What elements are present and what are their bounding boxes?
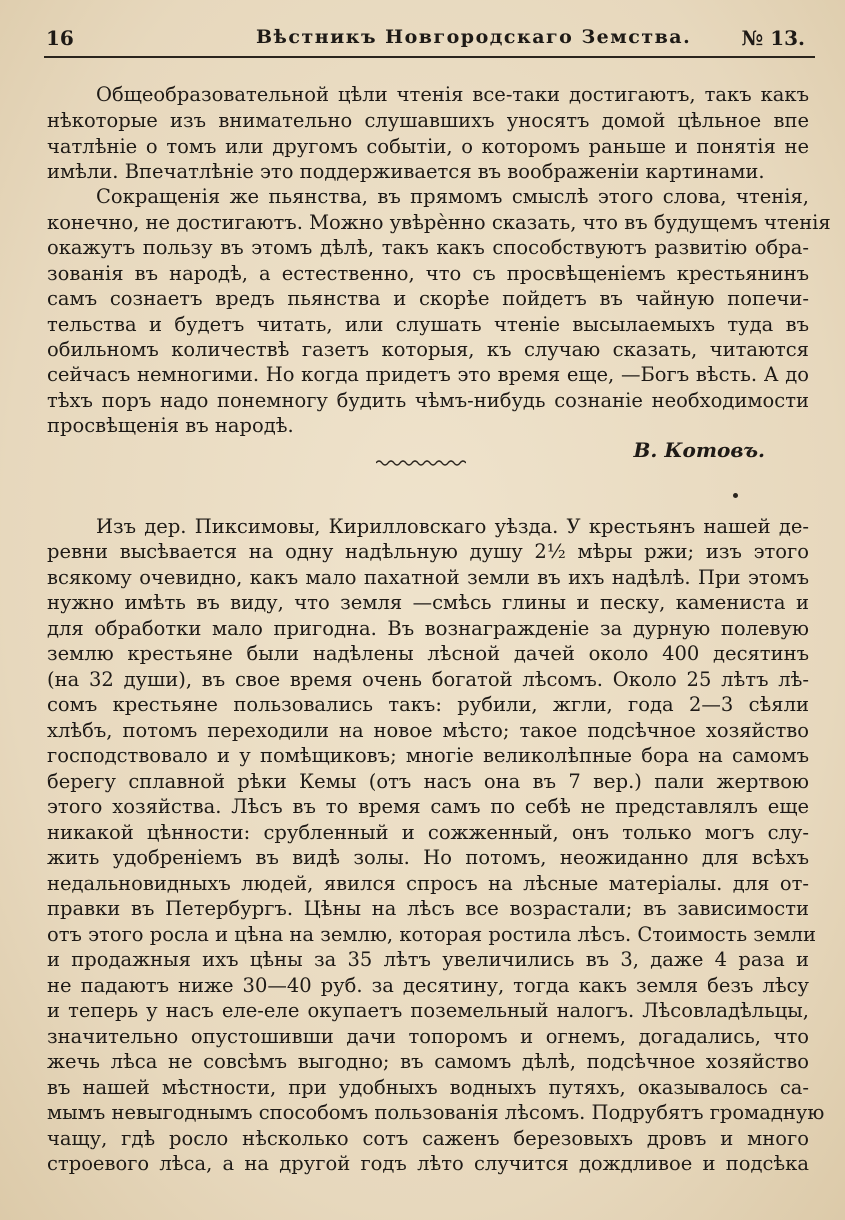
text-line: тѣхъ поръ надо понемногу будить чѣмъ-нибудь сознаніе необходимости	[47, 389, 809, 412]
text-line: нѣкоторые изъ внимательно слушавшихъ уносятъ домой цѣльное впе	[47, 109, 809, 132]
text-line: просвѣщенія въ народѣ.	[47, 414, 294, 437]
text-line: всякому очевидно, какъ мало пахатной земли въ ихъ надѣлѣ. При этомъ	[47, 566, 809, 589]
text-line: чатлѣніе о томъ или другомъ событіи, о которомъ раньше и понятія не	[47, 135, 809, 158]
print-speck	[733, 493, 738, 498]
text-line: конечно, не достигаютъ. Можно увѣрѐнно сказать, что въ будущемъ чтенія	[47, 211, 831, 234]
text-line: отъ этого росла и цѣна на землю, которая ростила лѣсъ. Стоимость земли	[47, 923, 817, 946]
text-line: нужно имѣть въ виду, что земля —смѣсь глины и песку, камениста и	[47, 591, 809, 614]
text-line: тельства и будетъ читать, или слушать чтеніе высылаемыхъ туда въ	[47, 313, 809, 336]
text-line: самъ сознаетъ вредъ пьянства и скорѣе пойдетъ въ чайную попечи-	[47, 287, 809, 310]
wavy-separator	[376, 458, 466, 468]
text-line: землю крестьяне были надѣлены лѣсной дачей около 400 десятинъ	[47, 642, 809, 665]
text-line: мымъ невыгоднымъ способомъ пользованія лѣсомъ. Подрубятъ громадную	[47, 1101, 825, 1124]
text-line: обильномъ количествѣ газетъ которыя, къ случаю сказать, читаются	[47, 338, 809, 361]
running-title: Вѣстникъ Новгородскаго Земства.	[256, 26, 692, 48]
text-line: сомъ крестьяне пользовались такъ: рубили, жгли, года 2—3 сѣяли	[47, 693, 809, 716]
text-line: правки въ Петербургъ. Цѣны на лѣсъ все возрастали; въ зависимости	[47, 897, 809, 920]
text-line: зованія въ народѣ, а естественно, что съ просвѣщеніемъ крестьянинъ	[47, 262, 809, 285]
text-line: Изъ дер. Пиксимовы, Кирилловскаго уѣзда. У крестьянъ нашей де-	[96, 515, 809, 538]
text-line: строевого лѣса, а на другой годъ лѣто случится дождливое и подсѣка	[47, 1152, 809, 1175]
text-line: не падаютъ ниже 30—40 руб. за десятину, тогда какъ земля безъ лѣсу	[47, 974, 809, 997]
text-line: имѣли. Впечатлѣніе это поддерживается въ воображеніи картинами.	[47, 160, 765, 183]
text-line: ревни высѣвается на одну надѣльную душу 2½ мѣры ржи; изъ этого	[47, 540, 809, 563]
text-line: сейчасъ немногими. Но когда придетъ это время еще, —Богъ вѣсть. А до	[47, 363, 809, 386]
text-line: чащу, гдѣ росло нѣсколько сотъ саженъ березовыхъ дровъ и много	[47, 1127, 809, 1150]
text-line: Сокращенія же пьянства, въ прямомъ смыслѣ этого слова, чтенія,	[96, 185, 809, 208]
page-header	[46, 24, 805, 54]
text-line: жить удобреніемъ въ видѣ золы. Но потомъ, неожиданно для всѣхъ	[47, 846, 809, 869]
text-line: никакой цѣнности: срубленный и сожженный, онъ только могъ слу-	[47, 821, 809, 844]
text-line: господствовало и у помѣщиковъ; многіе великолѣпные бора на самомъ	[47, 744, 809, 767]
text-line: окажутъ пользу въ этомъ дѣлѣ, такъ какъ способствуютъ развитію обра-	[47, 236, 809, 259]
text-line: значительно опустошивши дачи топоромъ и огнемъ, догадались, что	[47, 1025, 809, 1048]
text-line: для обработки мало пригодна. Въ вознагражденіе за дурную полевую	[47, 617, 809, 640]
page-number: 16	[46, 26, 74, 50]
text-line: недальновидныхъ людей, явился спросъ на лѣсные матеріалы. для от-	[47, 872, 809, 895]
text-line: хлѣбъ, потомъ переходили на новое мѣсто; такое подсѣчное хозяйство	[47, 719, 809, 742]
text-line: жечь лѣса не совсѣмъ выгодно; въ самомъ дѣлѣ, подсѣчное хозяйство	[47, 1050, 809, 1073]
text-line: (на 32 души), въ свое время очень богатой лѣсомъ. Около 25 лѣтъ лѣ-	[47, 668, 809, 691]
text-line: берегу сплавной рѣки Кемы (отъ насъ она въ 7 вер.) пали жертвою	[47, 770, 809, 793]
text-line: и теперь у насъ еле-еле окупаетъ поземельный налогъ. Лѣсовладѣльцы,	[47, 999, 809, 1022]
text-line: въ нашей мѣстности, при удобныхъ водныхъ путяхъ, оказывалось са-	[47, 1076, 809, 1099]
text-line: этого хозяйства. Лѣсъ въ то время самъ по себѣ не представлялъ еще	[47, 795, 809, 818]
author-signature: В. Котовъ.	[633, 438, 765, 462]
header-rule	[44, 56, 815, 58]
text-line: и продажныя ихъ цѣны за 35 лѣтъ увеличились въ 3, даже 4 раза и	[47, 948, 809, 971]
issue-number: № 13.	[741, 26, 805, 50]
text-line: Общеобразовательной цѣли чтенія все-таки достигаютъ, такъ какъ	[96, 83, 809, 106]
